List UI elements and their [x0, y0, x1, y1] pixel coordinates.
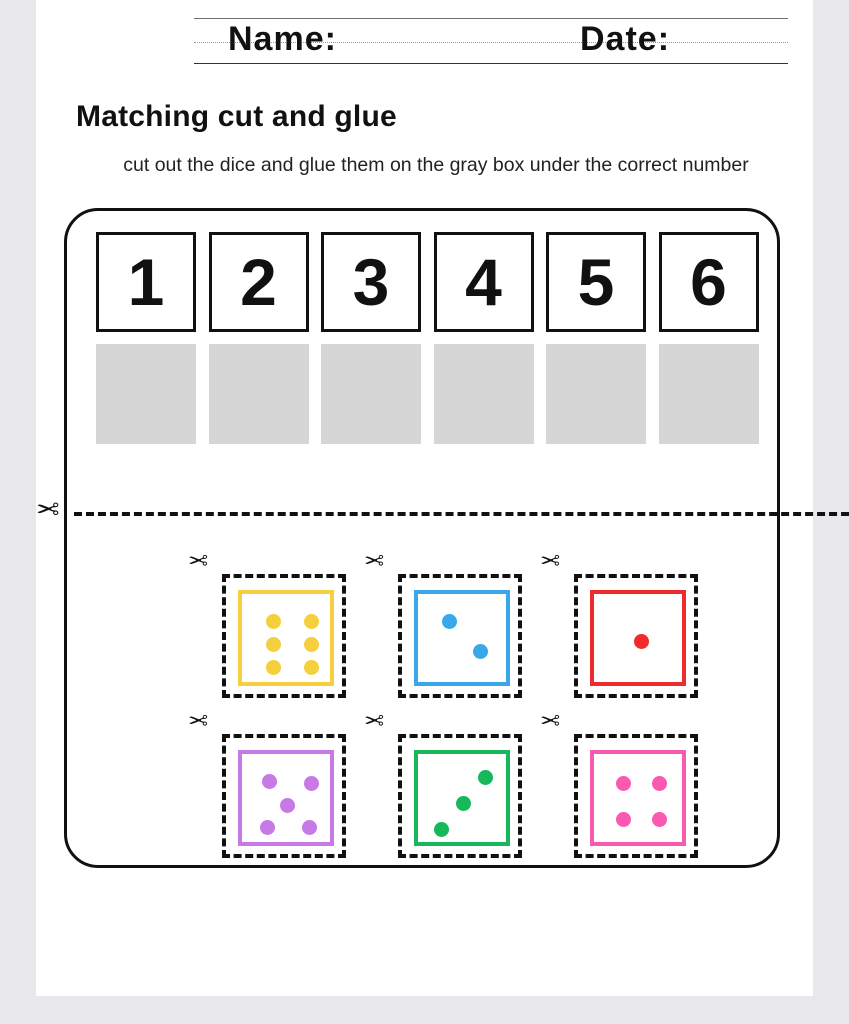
dice-pip: [260, 820, 275, 835]
glue-box-5[interactable]: [546, 344, 646, 444]
dice-pip: [266, 614, 281, 629]
date-label: Date:: [580, 20, 671, 58]
glue-box-3[interactable]: [321, 344, 421, 444]
header-rule-top: [194, 18, 788, 19]
scissors-icon: ✂: [540, 548, 561, 575]
dice-one-red-cut-border: [574, 574, 698, 698]
dice-card[interactable]: [536, 708, 712, 886]
dice-pip: [304, 614, 319, 629]
instructions-text: cut out the dice and glue them on the gray box under the correct number: [123, 154, 749, 176]
number-row: [96, 232, 759, 332]
glue-box-row: [96, 344, 759, 444]
dice-six-yellow-cut-border: [222, 574, 346, 698]
dice-pip: [266, 637, 281, 652]
dice-pip: [634, 634, 649, 649]
dice-pip: [304, 776, 319, 791]
dice-pip: [434, 822, 449, 837]
glue-box-6[interactable]: [659, 344, 759, 444]
scissors-icon: ✂: [188, 708, 209, 735]
dice-pip: [304, 660, 319, 675]
dice-card[interactable]: [360, 708, 536, 886]
dice-pip: [473, 644, 488, 659]
dice-three-green[interactable]: [414, 750, 510, 846]
glue-box-1[interactable]: [96, 344, 196, 444]
number-cell-1: 1: [96, 232, 196, 332]
dice-pip: [616, 776, 631, 791]
scissors-icon: ✂: [540, 708, 561, 735]
dice-card[interactable]: [360, 548, 536, 726]
page-title: Matching cut and glue: [76, 100, 397, 133]
dice-pip: [262, 774, 277, 789]
glue-box-2[interactable]: [209, 344, 309, 444]
glue-box-4[interactable]: [434, 344, 534, 444]
dice-four-pink-cut-border: [574, 734, 698, 858]
dice-grid: [184, 548, 712, 886]
dice-pip: [456, 796, 471, 811]
scissors-icon-cutline: ✂: [36, 494, 60, 525]
scissors-icon: ✂: [364, 548, 385, 575]
dice-pip: [652, 776, 667, 791]
scissors-icon: ✂: [364, 708, 385, 735]
dice-pip: [280, 798, 295, 813]
dice-pip: [616, 812, 631, 827]
dice-two-blue-cut-border: [398, 574, 522, 698]
number-cell-5: 5: [546, 232, 646, 332]
dice-five-purple-cut-border: [222, 734, 346, 858]
number-cell-4: 4: [434, 232, 534, 332]
dice-card[interactable]: [184, 708, 360, 886]
dice-pip: [478, 770, 493, 785]
scissors-icon: ✂: [188, 548, 209, 575]
dice-pip: [302, 820, 317, 835]
name-label: Name:: [228, 20, 337, 58]
cut-line-dashed: [74, 512, 849, 516]
worksheet-page: [36, 0, 813, 996]
dice-one-red[interactable]: [590, 590, 686, 686]
dice-three-green-cut-border: [398, 734, 522, 858]
dice-six-yellow[interactable]: [238, 590, 334, 686]
dice-two-blue[interactable]: [414, 590, 510, 686]
dice-four-pink[interactable]: [590, 750, 686, 846]
header-rule-bottom: [194, 63, 788, 64]
dice-card[interactable]: [184, 548, 360, 726]
number-cell-6: 6: [659, 232, 759, 332]
name-date-header: [194, 8, 788, 66]
dice-card[interactable]: [536, 548, 712, 726]
dice-pip: [304, 637, 319, 652]
number-cell-3: 3: [321, 232, 421, 332]
number-cell-2: 2: [209, 232, 309, 332]
dice-pip: [442, 614, 457, 629]
dice-five-purple[interactable]: [238, 750, 334, 846]
dice-pip: [266, 660, 281, 675]
dice-pip: [652, 812, 667, 827]
